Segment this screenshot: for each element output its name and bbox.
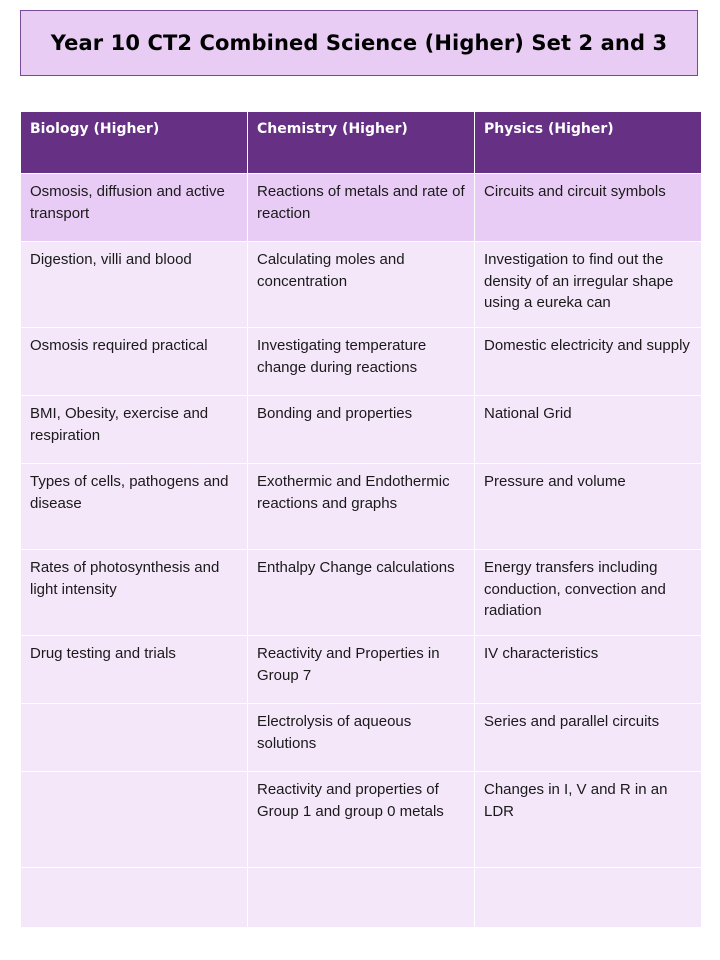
physics-cell: Domestic electricity and supply — [475, 328, 702, 396]
table-row — [21, 868, 702, 928]
biology-cell: Drug testing and trials — [21, 636, 248, 704]
topics-table — [20, 111, 702, 928]
physics-cell: Changes in I, V and R in an LDR — [475, 772, 702, 868]
physics-cell — [475, 868, 702, 928]
physics-cell: Investigation to find out the density of an irregular shape using a eureka can — [475, 242, 702, 328]
physics-cell: Energy transfers including conduction, convection and radiation — [475, 550, 702, 636]
header-biology: Biology (Higher) — [21, 112, 248, 174]
biology-cell: Osmosis, diffusion and active transport — [21, 174, 248, 242]
table-row — [21, 772, 702, 868]
header-row — [21, 112, 702, 174]
table-row — [21, 242, 702, 328]
chemistry-cell: Reactivity and properties of Group 1 and group 0 metals — [248, 772, 475, 868]
physics-cell: Pressure and volume — [475, 464, 702, 550]
chemistry-cell: Reactivity and Properties in Group 7 — [248, 636, 475, 704]
chemistry-cell: Investigating temperature change during reactions — [248, 328, 475, 396]
table-row — [21, 704, 702, 772]
biology-cell — [21, 772, 248, 868]
title-box — [20, 10, 698, 76]
chemistry-cell: Calculating moles and concentration — [248, 242, 475, 328]
table-row — [21, 174, 702, 242]
biology-cell: Rates of photosynthesis and light intensity — [21, 550, 248, 636]
table-row — [21, 464, 702, 550]
biology-cell: BMI, Obesity, exercise and respiration — [21, 396, 248, 464]
table-row — [21, 550, 702, 636]
physics-cell: Series and parallel circuits — [475, 704, 702, 772]
physics-cell: National Grid — [475, 396, 702, 464]
chemistry-cell: Bonding and properties — [248, 396, 475, 464]
header-chemistry: Chemistry (Higher) — [248, 112, 475, 174]
table-row — [21, 636, 702, 704]
table-row — [21, 396, 702, 464]
chemistry-cell: Reactions of metals and rate of reaction — [248, 174, 475, 242]
chemistry-cell: Exothermic and Endothermic reactions and graphs — [248, 464, 475, 550]
table-row — [21, 328, 702, 396]
header-physics: Physics (Higher) — [475, 112, 702, 174]
biology-cell: Types of cells, pathogens and disease — [21, 464, 248, 550]
chemistry-cell: Electrolysis of aqueous solutions — [248, 704, 475, 772]
biology-cell — [21, 704, 248, 772]
biology-cell: Digestion, villi and blood — [21, 242, 248, 328]
page-title: Year 10 CT2 Combined Science (Higher) Set 2 and 3 — [50, 31, 668, 55]
physics-cell: IV characteristics — [475, 636, 702, 704]
chemistry-cell — [248, 868, 475, 928]
physics-cell: Circuits and circuit symbols — [475, 174, 702, 242]
chemistry-cell: Enthalpy Change calculations — [248, 550, 475, 636]
biology-cell — [21, 868, 248, 928]
biology-cell: Osmosis required practical — [21, 328, 248, 396]
